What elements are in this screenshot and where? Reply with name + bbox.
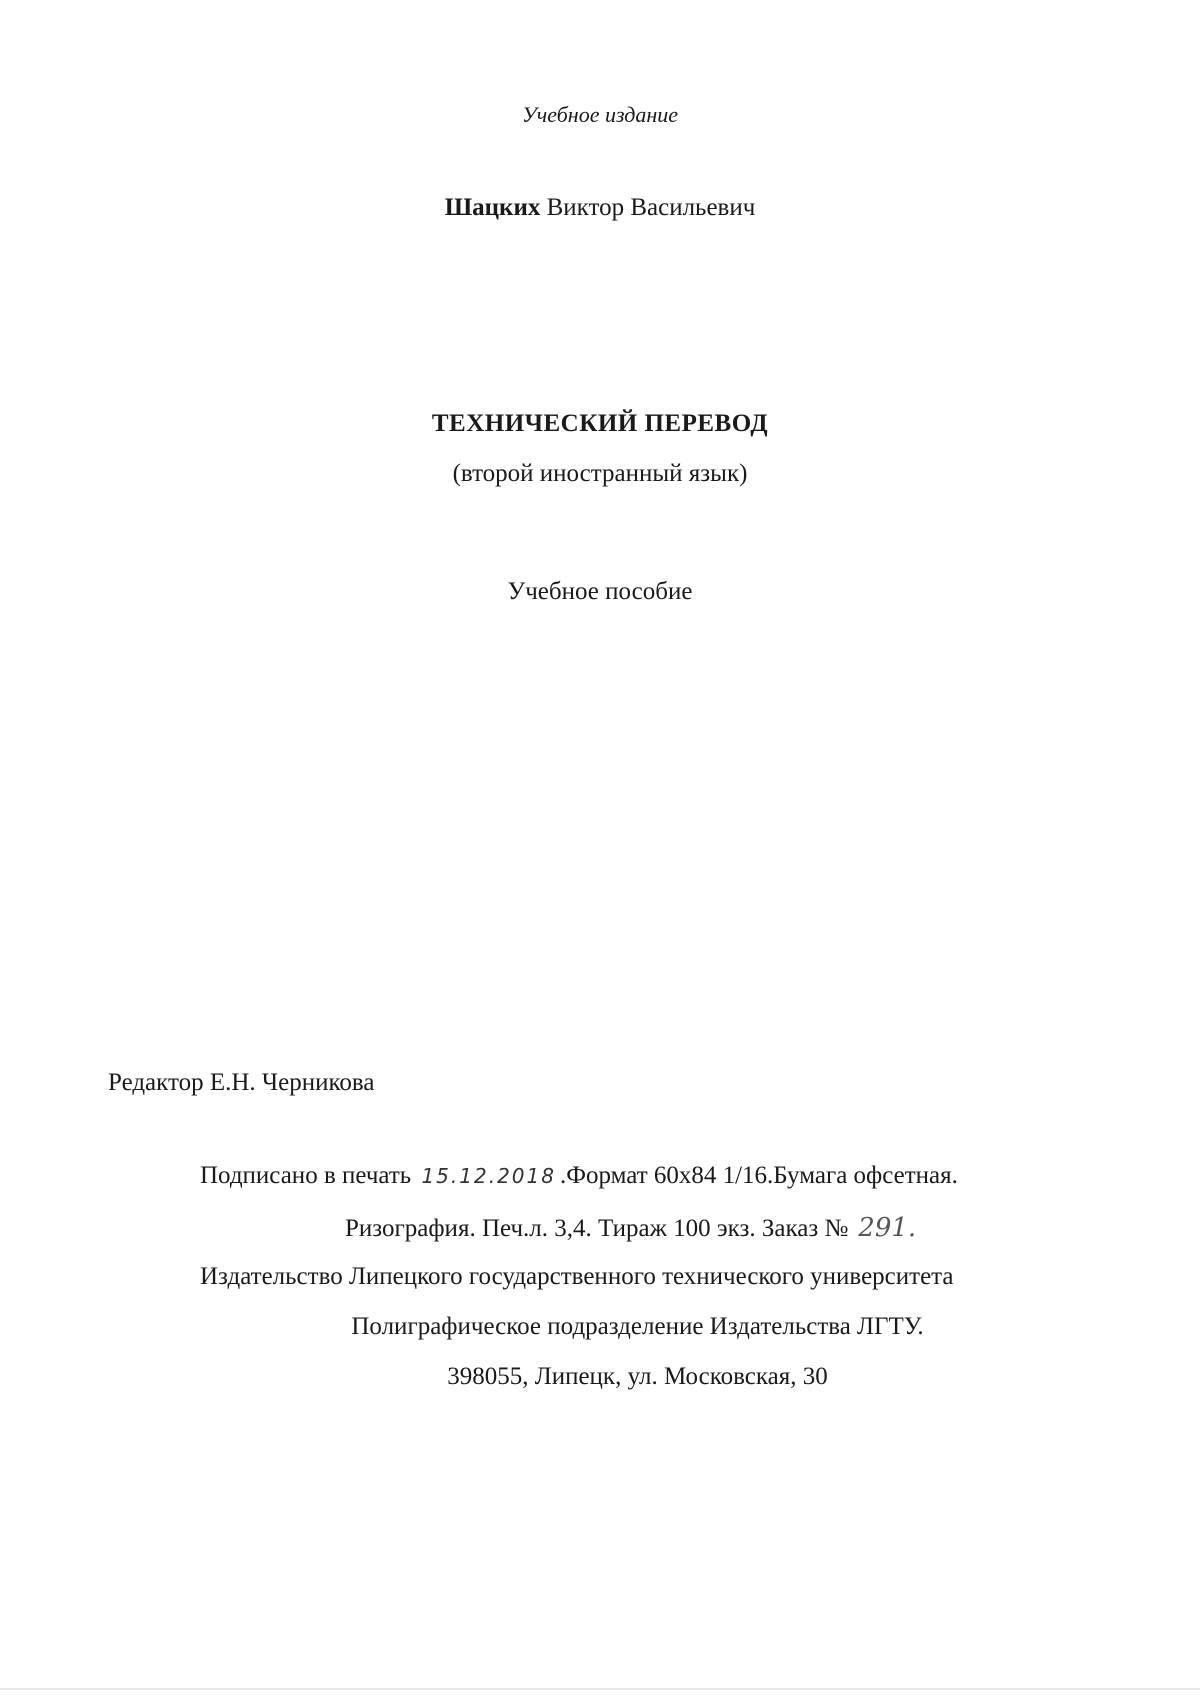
- imprint-print-division: Полиграфическое подразделение Издательства ЛГТУ.: [351, 1313, 924, 1340]
- author-line: [0, 194, 1200, 222]
- imprint-signed-line: [200, 1162, 958, 1190]
- imprint-format-info: .Формат 60х84 1/16.Бумага офсетная.: [559, 1162, 958, 1189]
- imprint-print-info: Ризография. Печ.л. 3,4. Тираж 100 экз. Заказ №: [345, 1215, 849, 1242]
- imprint-print-line: [345, 1213, 916, 1243]
- imprint-publisher: Издательство Липецкого государственного технического университета: [200, 1263, 954, 1290]
- author-surname: Шацких: [444, 194, 541, 221]
- imprint-order-number: 291.: [858, 1213, 917, 1243]
- imprint-signed-label: Подписано в печать: [200, 1162, 412, 1189]
- page-bottom-edge: [0, 1688, 1200, 1690]
- edition-type: Учебное издание: [521, 102, 679, 127]
- book-subtitle: (второй иностранный язык): [452, 460, 748, 487]
- imprint-address: 398055, Липецк, ул. Московская, 30: [447, 1363, 828, 1390]
- author-given-names: Виктор Васильевич: [546, 194, 756, 221]
- imprint-signed-date: 15.12.2018: [421, 1164, 556, 1188]
- editor-line: Редактор Е.Н. Черникова: [108, 1069, 375, 1096]
- book-type: Учебное пособие: [507, 578, 693, 605]
- book-title: ТЕХНИЧЕСКИЙ ПЕРЕВОД: [431, 410, 769, 437]
